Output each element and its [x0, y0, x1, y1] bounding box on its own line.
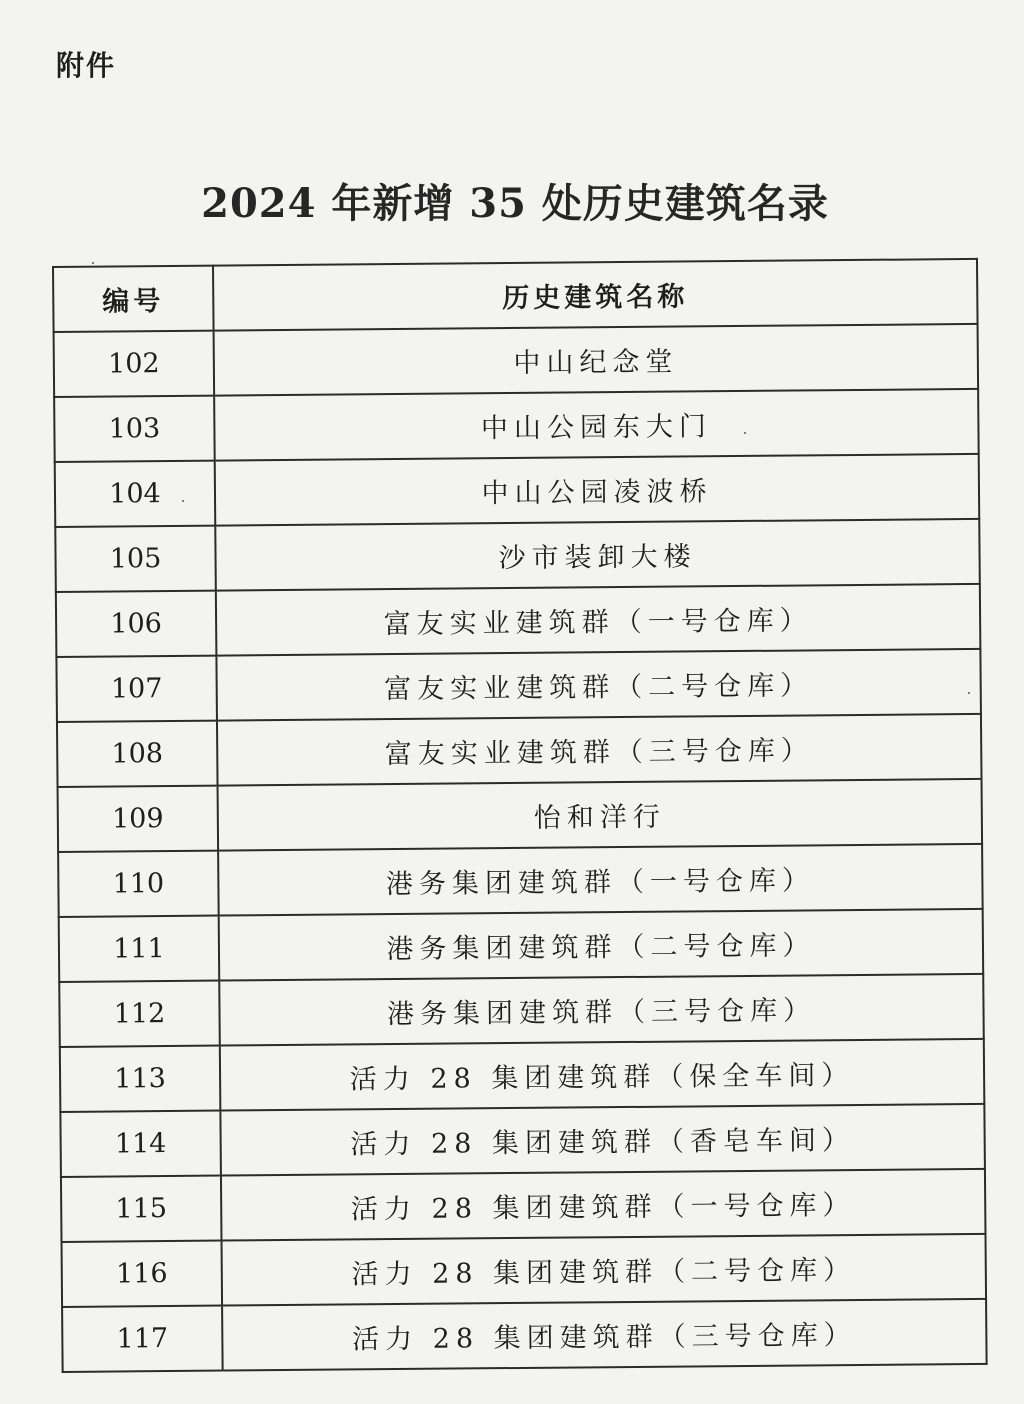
table-row: [54, 324, 979, 397]
table-row: [55, 454, 980, 527]
page-title: 2024 年新增 35 处历史建筑名录: [201, 180, 829, 227]
row-building-name: 沙市装卸大楼: [215, 519, 980, 591]
scan-speck: [968, 692, 970, 694]
row-building-name: 活力 28 集团建筑群（一号仓库）: [221, 1169, 986, 1241]
table-row: [54, 389, 979, 462]
row-building-name: 怡和洋行: [218, 779, 983, 851]
row-number: 109: [58, 786, 219, 852]
row-building-name: 港务集团建筑群（一号仓库）: [218, 844, 983, 916]
row-number: 103: [54, 396, 215, 462]
row-building-name: 中山公园东大门: [214, 389, 979, 461]
table-row: [58, 844, 983, 917]
row-number: 104: [55, 461, 216, 527]
attachment-label: 附件: [56, 49, 117, 82]
table-row: [59, 974, 984, 1047]
row-building-name: 活力 28 集团建筑群（保全车间）: [220, 1039, 985, 1111]
table-row: [60, 1039, 985, 1112]
row-number: 112: [59, 981, 220, 1047]
historic-buildings-table: [52, 258, 988, 1373]
table-header-row: [53, 259, 978, 332]
row-building-name: 富友实业建筑群（一号仓库）: [216, 584, 981, 656]
row-number: 111: [59, 916, 220, 982]
row-number: 107: [56, 656, 217, 722]
table-row: [58, 779, 983, 852]
column-header-name: 历史建筑名称: [213, 259, 978, 331]
row-building-name: 港务集团建筑群（三号仓库）: [219, 974, 984, 1046]
row-number: 115: [61, 1176, 222, 1242]
row-building-name: 港务集团建筑群（二号仓库）: [219, 909, 984, 981]
scan-speck: [92, 262, 94, 264]
row-building-name: 活力 28 集团建筑群（香皂车间）: [220, 1104, 985, 1176]
row-number: 114: [60, 1111, 221, 1177]
table-row: [60, 1104, 985, 1177]
row-number: 105: [55, 526, 216, 592]
row-building-name: 中山纪念堂: [214, 324, 979, 396]
table-row: [57, 714, 982, 787]
scan-speck: [182, 500, 184, 502]
table-row: [62, 1234, 987, 1307]
table-row: [56, 584, 981, 657]
row-number: 113: [60, 1046, 221, 1112]
table-row: [56, 649, 981, 722]
row-building-name: 活力 28 集团建筑群（二号仓库）: [222, 1234, 987, 1306]
row-building-name: 富友实业建筑群（二号仓库）: [216, 649, 981, 721]
row-number: 102: [54, 331, 215, 397]
table-row: [62, 1299, 987, 1372]
row-number: 116: [62, 1241, 223, 1307]
row-building-name: 富友实业建筑群（三号仓库）: [217, 714, 982, 786]
row-number: 110: [58, 851, 219, 917]
row-number: 108: [57, 721, 218, 787]
column-header-number: 编号: [53, 266, 214, 332]
table-row: [61, 1169, 986, 1242]
scan-speck: [744, 432, 746, 434]
table-row: [59, 909, 984, 982]
row-building-name: 活力 28 集团建筑群（三号仓库）: [222, 1299, 987, 1371]
row-number: 106: [56, 591, 217, 657]
row-number: 117: [62, 1306, 223, 1372]
table-row: [55, 519, 980, 592]
row-building-name: 中山公园凌波桥: [215, 454, 980, 526]
